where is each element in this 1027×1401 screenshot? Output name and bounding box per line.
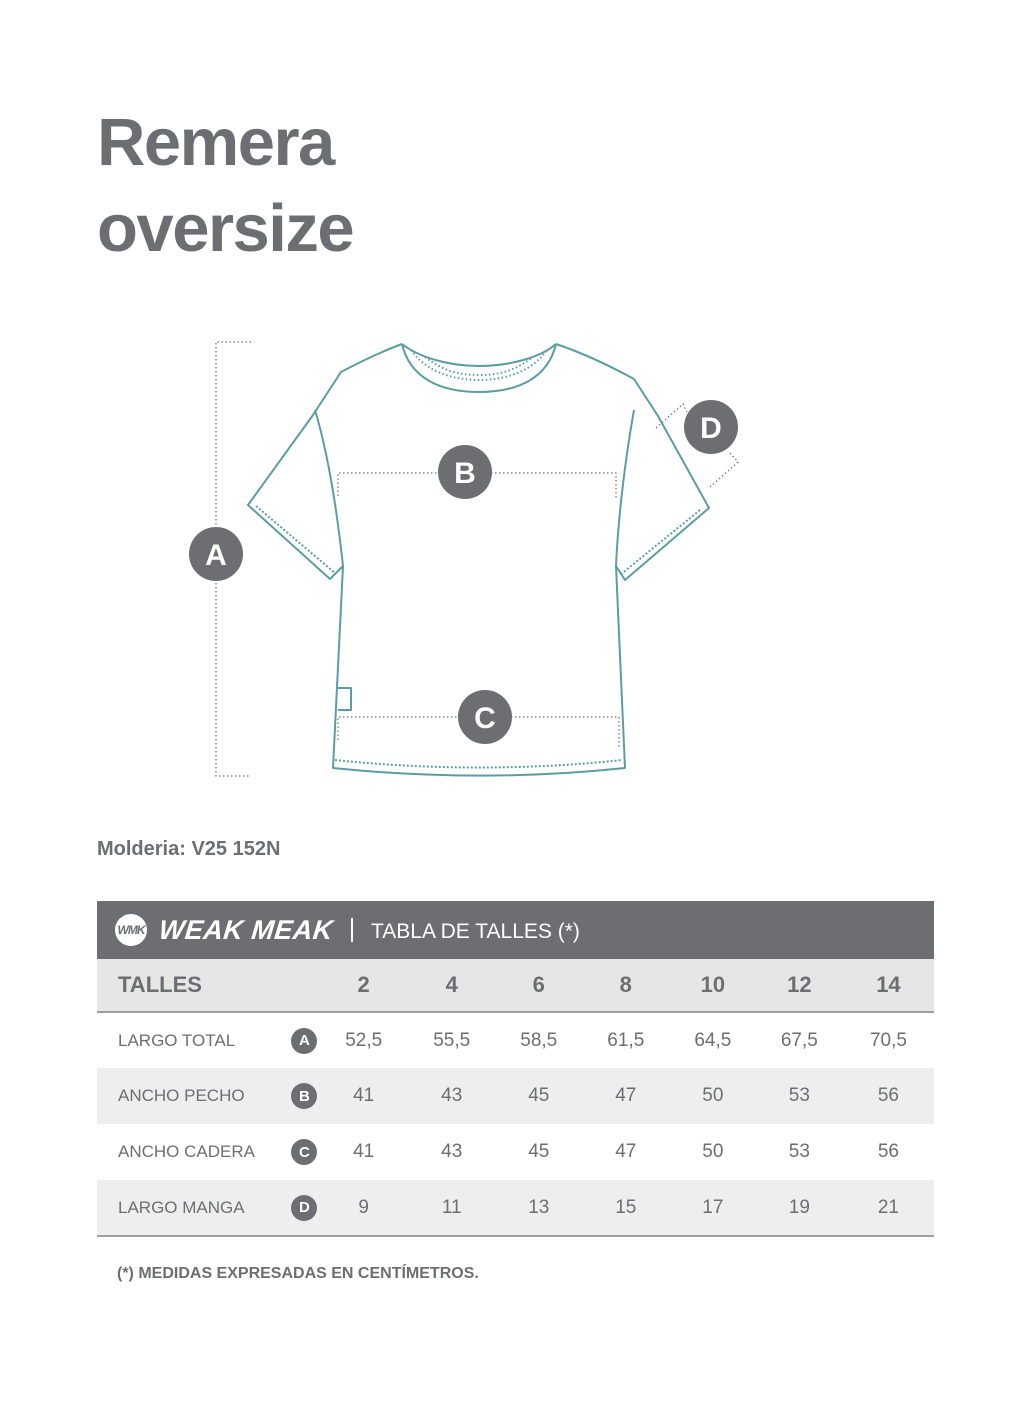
row-label: LARGO TOTAL: [118, 1030, 236, 1050]
size-header: 12: [756, 959, 843, 1012]
table-cell: 50: [702, 1085, 724, 1106]
table-cell: 61,5: [607, 1029, 645, 1051]
row-badge-cell: [289, 1180, 319, 1236]
table-cell: 50: [702, 1141, 724, 1162]
table-cell: 53: [788, 1141, 810, 1162]
title-line-2: oversize: [97, 191, 354, 266]
brand-logo-icon: WMK: [115, 914, 147, 946]
size-table: [97, 901, 934, 1237]
measure-badge: B: [291, 1083, 317, 1109]
badge-d-label: D: [700, 412, 722, 445]
table-cell: 17: [670, 1180, 756, 1236]
size-table-title: TABLA DE TALLES (*): [371, 920, 580, 943]
table-row: [97, 1068, 934, 1124]
molderia-code: Molderia: V25 152N: [97, 838, 281, 860]
size-header-row: [97, 959, 934, 1012]
row-badge-cell: [289, 1012, 319, 1068]
table-cell: 56: [877, 1085, 899, 1106]
table-cell: 53: [788, 1085, 810, 1106]
table-cell: 41: [353, 1085, 375, 1106]
table-cell: 13: [496, 1180, 582, 1236]
table-row: [97, 1012, 934, 1068]
table-cell: 9: [320, 1180, 408, 1236]
table-cell: 64,5: [694, 1029, 732, 1051]
size-header: 8: [582, 959, 670, 1012]
table-cell: 41: [353, 1141, 375, 1162]
table-cell: 47: [615, 1085, 637, 1106]
badge-a-label: A: [205, 539, 227, 572]
badge-c-label: C: [474, 702, 496, 735]
row-label: ANCHO CADERA: [118, 1142, 255, 1161]
size-grid: [97, 959, 934, 1237]
tshirt-diagram: [0, 320, 1027, 800]
measure-badges: [189, 400, 738, 744]
table-cell: 47: [615, 1141, 637, 1162]
badge-b-label: B: [454, 457, 476, 490]
table-cell: 45: [528, 1085, 550, 1106]
table-cell: 19: [756, 1180, 843, 1236]
measure-badge: D: [291, 1195, 317, 1221]
table-cell: 11: [408, 1180, 496, 1236]
size-header: 6: [496, 959, 582, 1012]
badge-header: [289, 959, 319, 1012]
header-divider: [351, 918, 353, 942]
row-badge-cell: [289, 1124, 319, 1180]
size-header: 2: [320, 959, 408, 1012]
table-cell: 67,5: [780, 1029, 818, 1051]
table-cell: 43: [441, 1141, 463, 1162]
page-title: [97, 100, 353, 272]
table-cell: 58,5: [520, 1029, 558, 1051]
table-row: [97, 1180, 934, 1236]
label-header: TALLES: [97, 959, 289, 1012]
size-table-header: [97, 901, 934, 959]
title-line-1: Remera: [97, 105, 334, 180]
measurement-footnote: (*) MEDIDAS EXPRESADAS EN CENTÍMETROS.: [117, 1265, 479, 1282]
size-header: 10: [670, 959, 756, 1012]
table-cell: 43: [441, 1085, 463, 1106]
table-cell: 70,5: [869, 1029, 907, 1051]
row-label: LARGO MANGA: [97, 1180, 289, 1236]
row-label: ANCHO PECHO: [118, 1086, 245, 1105]
table-cell: 15: [582, 1180, 670, 1236]
table-cell: 56: [877, 1141, 899, 1162]
table-cell: 55,5: [433, 1029, 471, 1051]
measure-badge: A: [291, 1028, 317, 1054]
size-header: 14: [843, 959, 934, 1012]
row-badge-cell: [289, 1068, 319, 1124]
brand-name: WEAK MEAK: [157, 914, 335, 945]
measure-badge: C: [291, 1139, 317, 1165]
table-cell: 52,5: [345, 1029, 383, 1051]
table-cell: 21: [843, 1180, 934, 1236]
table-row: [97, 1124, 934, 1180]
table-cell: 45: [528, 1141, 550, 1162]
size-header: 4: [408, 959, 496, 1012]
